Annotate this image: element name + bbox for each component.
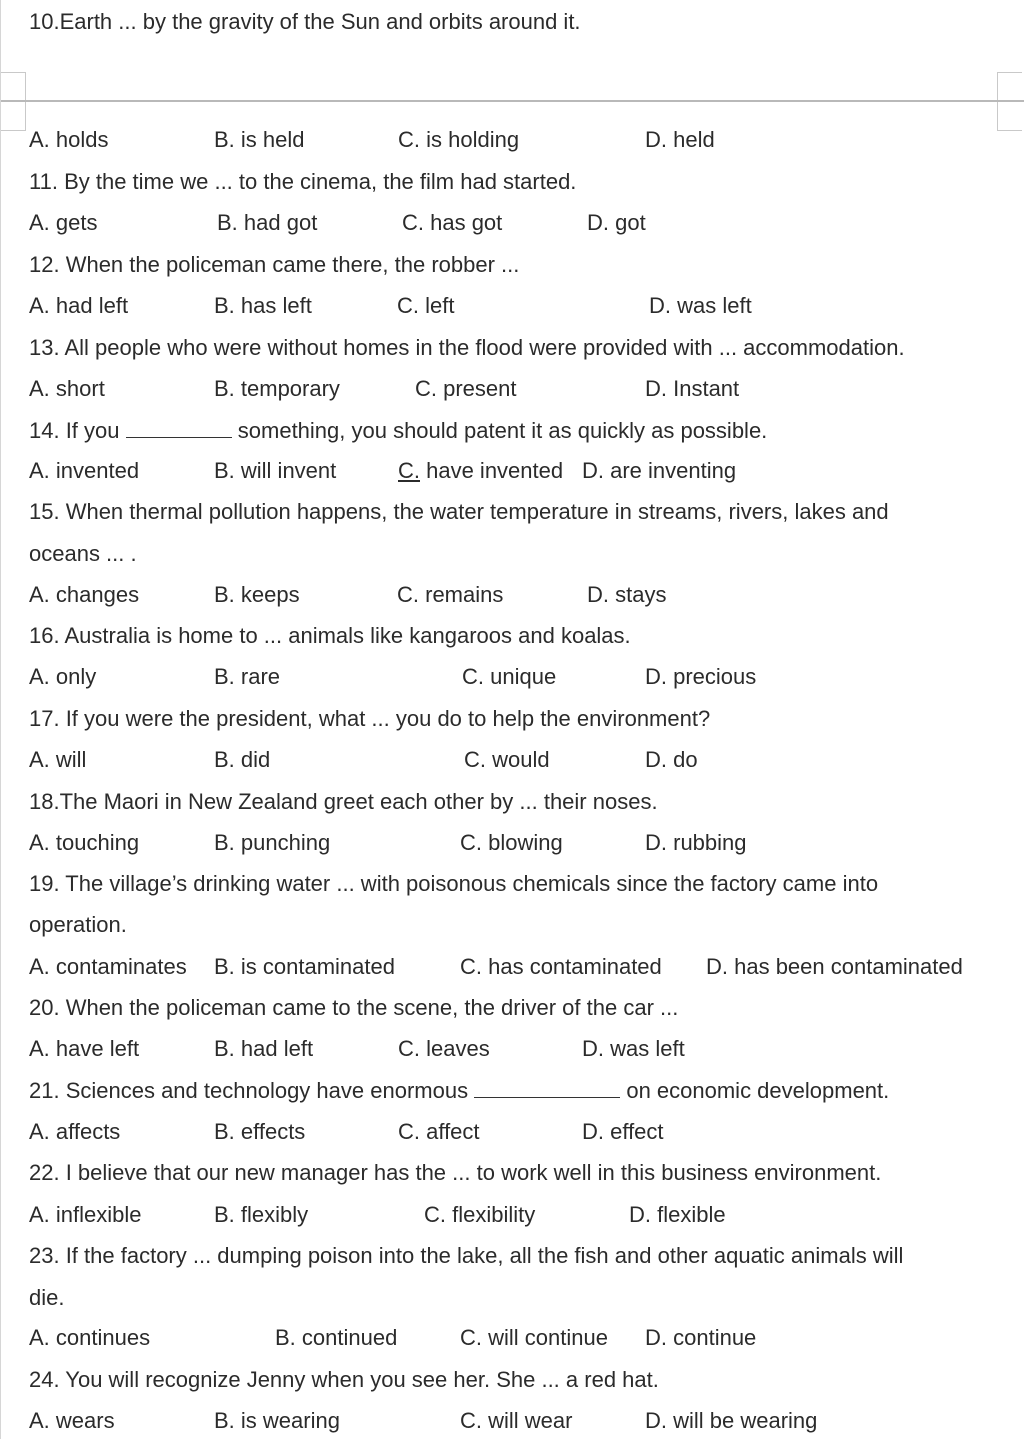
question-23-line-2: die. bbox=[29, 1285, 65, 1310]
q13-option-d: D. Instant bbox=[645, 376, 740, 401]
q13-option-b: B. temporary bbox=[214, 376, 340, 401]
q21-text-before: 21. Sciences and technology have enormous bbox=[29, 1078, 469, 1103]
q21-option-a: A. affects bbox=[29, 1119, 121, 1144]
q16-option-b: B. rare bbox=[214, 664, 281, 689]
q20-option-a: A. have left bbox=[29, 1036, 140, 1061]
question-18: 18.The Maori in New Zealand greet each other by ... their noses. bbox=[29, 789, 658, 814]
q15-option-d: D. stays bbox=[587, 582, 667, 607]
q18-option-c: C. blowing bbox=[460, 830, 563, 855]
q10-option-b: B. is held bbox=[214, 127, 305, 152]
q11-option-c: C. has got bbox=[402, 210, 503, 235]
question-12: 12. When the policeman came there, the robber ... bbox=[29, 252, 520, 277]
question-23: 23. If the factory ... dumping poison into the lake, all the fish and other aquatic animals will bbox=[29, 1243, 904, 1268]
q17-option-d: D. do bbox=[645, 747, 698, 772]
q24-option-d: D. will be wearing bbox=[645, 1408, 818, 1433]
question-21 bbox=[29, 1077, 889, 1105]
q14-option-c-letter: C. bbox=[398, 458, 420, 483]
page-corner-top-right bbox=[997, 72, 1022, 101]
q16-option-d: D. precious bbox=[645, 664, 757, 689]
q10-option-c: C. is holding bbox=[398, 127, 520, 152]
q12-option-d: D. was left bbox=[649, 293, 752, 318]
q21-option-c: C. affect bbox=[398, 1119, 480, 1144]
q20-option-d: D. was left bbox=[582, 1036, 685, 1061]
q22-option-d: D. flexible bbox=[629, 1202, 726, 1227]
q20-option-c: C. leaves bbox=[398, 1036, 490, 1061]
q23-option-d: D. continue bbox=[645, 1325, 757, 1350]
q21-option-b: B. effects bbox=[214, 1119, 306, 1144]
q16-option-a: A. only bbox=[29, 664, 97, 689]
question-17: 17. If you were the president, what ... you do to help the environment? bbox=[29, 706, 711, 731]
question-15: 15. When thermal pollution happens, the water temperature in streams, rivers, lakes and bbox=[29, 499, 889, 524]
question-10: 10.Earth ... by the gravity of the Sun and orbits around it. bbox=[29, 9, 581, 34]
q13-option-c: C. present bbox=[415, 376, 517, 401]
q14-option-c-rest: have invented bbox=[420, 458, 564, 483]
q18-option-b: B. punching bbox=[214, 830, 331, 855]
q12-option-a: A. had left bbox=[29, 293, 129, 318]
q19-option-b: B. is contaminated bbox=[214, 954, 395, 979]
q21-text-after: on economic development. bbox=[626, 1078, 890, 1103]
q21-blank bbox=[474, 1077, 620, 1098]
q23-option-a: A. continues bbox=[29, 1325, 151, 1350]
q14-option-a: A. invented bbox=[29, 458, 140, 483]
q13-option-a: A. short bbox=[29, 376, 105, 401]
q18-option-d: D. rubbing bbox=[645, 830, 747, 855]
page-corner-top-left bbox=[1, 72, 26, 101]
q19-option-d: D. has been contaminated bbox=[706, 954, 963, 979]
question-11: 11. By the time we ... to the cinema, the film had started. bbox=[29, 169, 577, 194]
q11-option-d: D. got bbox=[587, 210, 646, 235]
question-19-line-2: operation. bbox=[29, 912, 127, 937]
q16-option-c: C. unique bbox=[462, 664, 557, 689]
q24-option-a: A. wears bbox=[29, 1408, 115, 1433]
q10-option-d: D. held bbox=[645, 127, 715, 152]
question-13: 13. All people who were without homes in the flood were provided with ... accommodation. bbox=[29, 335, 905, 360]
q15-option-c: C. remains bbox=[397, 582, 504, 607]
q12-option-c: C. left bbox=[397, 293, 455, 318]
q24-option-c: C. will wear bbox=[460, 1408, 573, 1433]
page-corner-bottom-left bbox=[1, 102, 26, 131]
question-14 bbox=[29, 417, 767, 445]
question-22: 22. I believe that our new manager has the ... to work well in this business environment. bbox=[29, 1160, 882, 1185]
question-16: 16. Australia is home to ... animals like kangaroos and koalas. bbox=[29, 623, 631, 648]
q18-option-a: A. touching bbox=[29, 830, 140, 855]
q24-option-b: B. is wearing bbox=[214, 1408, 340, 1433]
q19-option-c: C. has contaminated bbox=[460, 954, 662, 979]
q22-option-c: C. flexibility bbox=[424, 1202, 536, 1227]
q19-option-a: A. contaminates bbox=[29, 954, 187, 979]
question-19: 19. The village’s drinking water ... with poisonous chemicals since the factory came into bbox=[29, 871, 879, 896]
q21-option-d: D. effect bbox=[582, 1119, 664, 1144]
q14-option-c bbox=[398, 457, 563, 485]
q14-option-d: D. are inventing bbox=[582, 458, 737, 483]
q14-text-before: 14. If you bbox=[29, 418, 120, 443]
q11-option-b: B. had got bbox=[217, 210, 318, 235]
q15-option-a: A. changes bbox=[29, 582, 140, 607]
q14-text-after: something, you should patent it as quickly as possible. bbox=[237, 418, 768, 443]
question-20: 20. When the policeman came to the scene, the driver of the car ... bbox=[29, 995, 679, 1020]
page-corner-bottom-right bbox=[997, 102, 1022, 131]
q17-option-b: B. did bbox=[214, 747, 271, 772]
q23-option-c: C. will continue bbox=[460, 1325, 608, 1350]
page-break-line bbox=[1, 100, 1024, 102]
q17-option-a: A. will bbox=[29, 747, 87, 772]
q22-option-b: B. flexibly bbox=[214, 1202, 309, 1227]
q14-option-b: B. will invent bbox=[214, 458, 337, 483]
q17-option-c: C. would bbox=[464, 747, 550, 772]
q14-blank bbox=[126, 417, 232, 438]
q10-option-a: A. holds bbox=[29, 127, 109, 152]
q23-option-b: B. continued bbox=[275, 1325, 398, 1350]
q12-option-b: B. has left bbox=[214, 293, 312, 318]
q15-option-b: B. keeps bbox=[214, 582, 300, 607]
q20-option-b: B. had left bbox=[214, 1036, 314, 1061]
q11-option-a: A. gets bbox=[29, 210, 98, 235]
question-15-line-2: oceans ... . bbox=[29, 541, 137, 566]
question-24: 24. You will recognize Jenny when you see her. She ... a red hat. bbox=[29, 1367, 659, 1392]
q22-option-a: A. inflexible bbox=[29, 1202, 142, 1227]
